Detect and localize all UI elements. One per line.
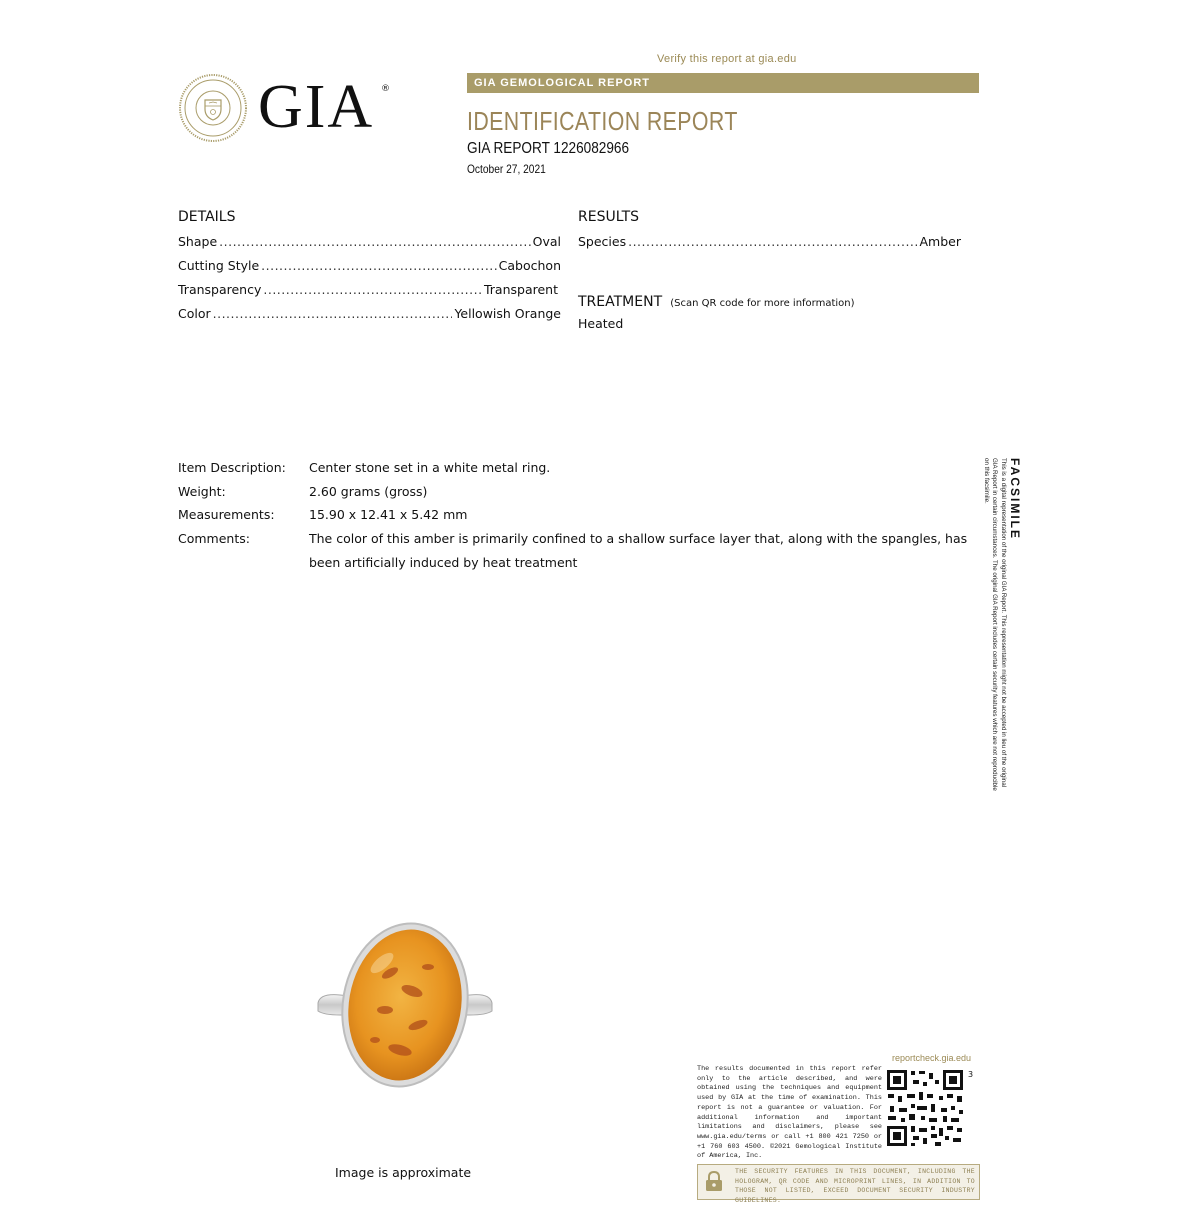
lock-icon [704, 1170, 724, 1192]
results-label: Species [578, 234, 627, 249]
details-label: Transparency [178, 282, 262, 297]
details-row-shape [178, 234, 561, 249]
treatment-note: (Scan QR code for more information) [670, 298, 855, 309]
details-value: Oval [532, 234, 561, 249]
image-caption: Image is approximate [335, 1165, 472, 1180]
banner-label: GIA GEMOLOGICAL REPORT [474, 77, 651, 89]
treatment-heading [578, 291, 855, 310]
reportcheck-link[interactable]: reportcheck.gia.edu [892, 1053, 972, 1063]
measurements-value: 15.90 x 12.41 x 5.42 mm [309, 507, 468, 522]
details-label: Shape [178, 234, 218, 249]
qr-code-icon[interactable] [885, 1068, 965, 1148]
registered-mark: ® [381, 84, 390, 94]
report-number: GIA REPORT 1226082966 [467, 140, 630, 157]
verify-link[interactable]: Verify this report at gia.edu [657, 53, 797, 65]
results-title: RESULTS [578, 209, 640, 225]
details-row-transparency [178, 282, 558, 297]
report-date: October 27, 2021 [467, 162, 546, 176]
item-description-value: Center stone set in a white metal ring. [309, 460, 551, 475]
details-label: Color [178, 306, 211, 321]
details-row-color [178, 306, 561, 321]
details-label: Cutting Style [178, 258, 260, 273]
measurements-label: Measurements: [178, 507, 275, 522]
comments-line-1: The color of this amber is primarily confined to a shallow surface layer that, along with the spangles, has [309, 531, 968, 546]
details-value: Transparent [483, 282, 558, 297]
comments-line-2: been artificially induced by heat treatment [309, 555, 578, 570]
disclaimer-text: The results documented in this report refer only to the article described, and were obtained using the techniques and equipment used by GIA at the time of examination. This report is not a guarantee or valuation. For additional information and important limitations and disclaimers, please see www.gia.edu/terms or call +1 800 421 7250 or +1 760 603 4500. ©2021 Gemological Institute of America, Inc. [697, 1065, 882, 1161]
results-value: Amber [919, 234, 961, 249]
qr-number: 3 [968, 1070, 974, 1079]
details-title: DETAILS [178, 209, 236, 225]
security-notice-text: THE SECURITY FEATURES IN THIS DOCUMENT, INCLUDING THE HOLOGRAM, QR CODE AND MICROPRINT LINES, IN ADDITION TO THOSE NOT LISTED, EXCEED DOCUMENT SECURITY INDUSTRY GUIDELINES. [735, 1168, 975, 1204]
weight-label: Weight: [178, 484, 226, 499]
weight-value: 2.60 grams (gross) [309, 484, 428, 499]
details-value: Yellowish Orange [454, 306, 561, 321]
treatment-value: Heated [578, 316, 624, 331]
treatment-title: TREATMENT [578, 294, 663, 310]
report-title: IDENTIFICATION REPORT [467, 106, 738, 136]
gia-seal-icon [178, 73, 248, 143]
details-value: Cabochon [498, 258, 561, 273]
gia-wordmark: GIA [258, 73, 375, 141]
details-row-cutting-style [178, 258, 561, 273]
item-description-label: Item Description: [178, 460, 286, 475]
facsimile-title: FACSIMILE [1008, 458, 1022, 541]
results-row-species [578, 234, 961, 249]
facsimile-notice [982, 458, 1022, 798]
amber-ring-image [300, 915, 510, 1095]
comments-label: Comments: [178, 531, 250, 546]
facsimile-text: This is a digital representation of the original GIA Report. This representation might not be accepted in lieu of the original GIA Report in certain circumstances. The original GIA Report includes certain security features which are not reproducible on this facsimile. [983, 458, 1007, 791]
